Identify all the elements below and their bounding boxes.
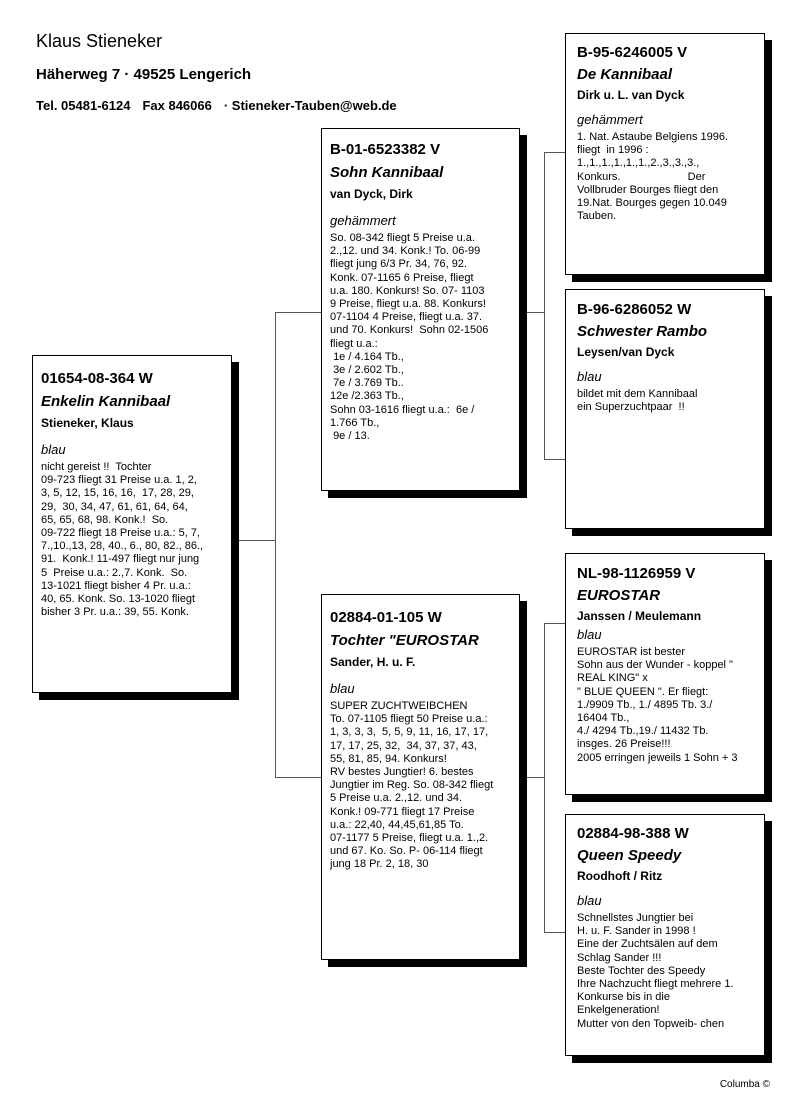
pigeon-name: Enkelin Kannibaal [41, 393, 171, 410]
color: blau [41, 442, 66, 457]
connector-to-dam [275, 777, 321, 778]
ring-number: NL-98-1126959 V [577, 565, 696, 582]
breeder: Roodhoft / Ritz [577, 869, 663, 883]
notes: EUROSTAR ist bester Sohn aus der Wunder - koppel " REAL KING" x " BLUE QUEEN ". Er fliegt: 1./9909 Tb., 1./ 4895 Tb. 3./ 16404 Tb., 4./ 4294 Tb.,19./ 11432 Tb. insges. 26 Preise!!! 2005 erringen jeweils 1 Sohn + 3 [577, 646, 738, 764]
notes: SUPER ZUCHTWEIBCHEN To. 07-1105 fliegt 50 Preise u.a.: 1, 3, 3, 3, 5, 5, 9, 11, 16, 17, 17, 17, 17, 25, 32, 34, 37, 37, 43, 55, 81, 85, 94. Konkurs! RV bestes Jungtier! 6. bestes Jungtier im Reg. So. 08-342 fliegt 5 Preise u.a. 2.,12. und 34. Konk.! 09-771 fliegt 17 Preise u.a.: 22,40, 44,45,61,85 To. 07-1177 5 Preise, fliegt u.a. 1.,2. und 67. Ko. So. P- 06-114 fliegt jung 18 Pr. 2, 18, 30 [330, 700, 494, 871]
notes: Schnellstes Jungtier bei H. u. F. Sander in 1998 ! Eine der Zuchtsälen auf dem Schlag Sander !!! Beste Tochter des Speedy Ihre Nachzucht fliegt mehrere 1. Konkurse bis in die Enkelgeneration! Mutter von den Topweib- chen [577, 912, 734, 1030]
breeder: Dirk u. L. van Dyck [577, 88, 685, 102]
pigeon-name: De Kannibaal [577, 66, 673, 83]
credit: Columba © [719, 1079, 770, 1090]
notes: 1. Nat. Astaube Belgiens 1996. fliegt in 1996 : 1.,1.,1.,1.,1.,1.,2.,3.,3.,3., Konkurs. Der Vollbruder Bourges fliegt den 19.Nat. Bourges gegen 10.049 Tauben. [577, 131, 729, 223]
connector-sire-stem [520, 312, 545, 313]
color: blau [577, 893, 602, 908]
pigeon-card-subject [32, 355, 232, 693]
color: blau [577, 627, 602, 642]
pigeon-card-dam [321, 594, 520, 960]
connector-to-dam-sire [544, 623, 565, 624]
breeder: Stieneker, Klaus [41, 416, 134, 430]
color: gehämmert [577, 112, 643, 127]
notes: So. 08-342 fliegt 5 Preise u.a. 2.,12. und 34. Konk.! To. 06-99 fliegt jung 6/3 Pr. 34, 76, 92. Konk. 07-1165 6 Preise, fliegt u.a. 180. Konkurs! So. 07- 1103 9 Preise, fliegt u.a. 88. Konkurs! 07-1104 4 Preise, fliegt u.a. 37. und 70. Konkurs! Sohn 02-1506 fliegt u.a.: 1e / 4.164 Tb., 3e / 2.602 Tb., 7e / 3.769 Tb.. 12e /2.363 Tb., Sohn 03-1616 fliegt u.a.: 6e / 1.766 Tb., 9e / 13. [330, 232, 489, 443]
connector-dam-stem [520, 777, 545, 778]
owner-email: · Stieneker-Tauben@web.de [223, 98, 397, 113]
breeder: Janssen / Meulemann [577, 609, 702, 623]
breeder: van Dyck, Dirk [330, 187, 413, 201]
pigeon-name: Tochter "EUROSTAR [330, 632, 479, 649]
owner-phone: Tel. 05481-6124 [36, 98, 131, 113]
notes: bildet mit dem Kannibaal ein Superzuchtpaar !! [577, 388, 698, 414]
notes: nicht gereist !! Tochter 09-723 fliegt 31 Preise u.a. 1, 2, 3, 5, 12, 15, 16, 16, 17, 28, 29, 29, 30, 34, 47, 61, 61, 64, 64, 65, 65, 68, 98. Konk.! So. 09-722 fliegt 18 Preise u.a.: 5, 7, 7.,10.,13, 28, 40., 6., 80, 82., 86., 91. Konk.! 11-497 fliegt nur jung 5 Preise u.a.: 2.,7. Konk. So. 13-1021 fliegt bisher 4 Pr. u.a.: 40, 65. Konk. So. 13-1020 fliegt bisher 3 Pr. u.a.: 39, 55. Konk. [41, 461, 204, 619]
pigeon-card-sire-dam [565, 289, 765, 529]
connector-subject-vertical [275, 312, 276, 778]
pigeon-name: Queen Speedy [577, 847, 682, 864]
pigeon-card-dam-dam [565, 814, 765, 1056]
connector-subject-stem [233, 540, 276, 541]
ring-number: B-95-6246005 V [577, 44, 688, 61]
breeder: Leysen/van Dyck [577, 345, 675, 359]
connector-to-dam-dam [544, 932, 565, 933]
color: gehämmert [330, 213, 396, 228]
connector-to-sire-dam [544, 459, 565, 460]
pigeon-name: EUROSTAR [577, 587, 661, 604]
connector-to-sire-sire [544, 152, 565, 153]
ring-number: B-01-6523382 V [330, 141, 441, 158]
owner-address: Häherweg 7 · 49525 Lengerich [36, 66, 252, 83]
pigeon-name: Schwester Rambo [577, 323, 708, 340]
connector-to-sire [275, 312, 321, 313]
owner-contact [36, 98, 409, 113]
ring-number: 02884-98-388 W [577, 825, 689, 842]
pigeon-card-sire-sire [565, 33, 765, 275]
owner-fax: Fax 846066 [142, 98, 212, 113]
ring-number: B-96-6286052 W [577, 301, 692, 318]
ring-number: 02884-01-105 W [330, 609, 442, 626]
color: blau [577, 369, 602, 384]
owner-name: Klaus Stieneker [36, 31, 163, 51]
color: blau [330, 681, 355, 696]
connector-dam-vertical [544, 623, 545, 933]
pigeon-card-sire [321, 128, 520, 491]
connector-sire-vertical [544, 152, 545, 460]
breeder: Sander, H. u. F. [330, 655, 416, 669]
ring-number: 01654-08-364 W [41, 370, 153, 387]
pigeon-name: Sohn Kannibaal [330, 164, 444, 181]
pigeon-card-dam-sire [565, 553, 765, 795]
